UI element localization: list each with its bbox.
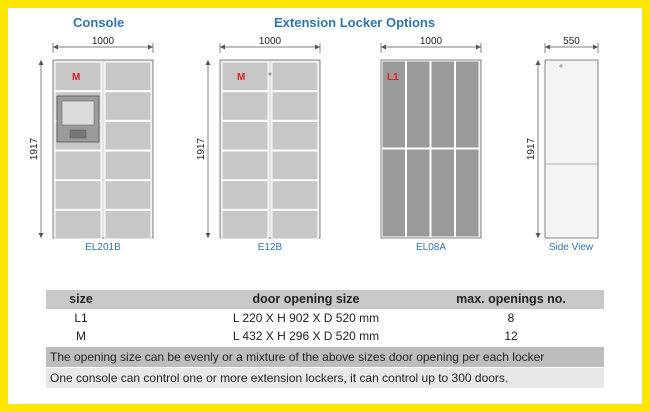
note-row: [46, 347, 604, 367]
model-label: EL201B: [85, 242, 121, 253]
locker-door: [105, 151, 151, 180]
locker-door: [272, 181, 318, 210]
locker-door: [105, 181, 151, 210]
dimension-arrow: [53, 45, 58, 50]
locker-door: [222, 121, 268, 150]
locker-door: [407, 61, 431, 148]
spec-sheet: [8, 8, 642, 404]
door-size-mark: L1: [387, 72, 399, 83]
max-openings-cell: 8: [507, 311, 515, 325]
locker-door: [456, 61, 480, 148]
locker-door: [222, 181, 268, 210]
note-text: The opening size can be evenly or a mixture of the above sizes door opening per each locker: [50, 350, 545, 364]
table-header-row: [46, 290, 604, 309]
width-dimension-label: 1000: [419, 36, 443, 47]
locker-door: [456, 149, 480, 237]
model-label: E12B: [257, 242, 283, 253]
locker-door: [407, 149, 431, 237]
locker-door: [222, 210, 268, 239]
dimension-arrow: [148, 45, 153, 50]
extension-heading: Extension Locker Options: [274, 15, 436, 30]
side-panel: [545, 60, 598, 238]
locker-door: [272, 62, 318, 91]
width-dimension-label: 550: [563, 36, 580, 47]
touch-screen-icon: [62, 101, 94, 125]
dimension-arrow: [315, 45, 320, 50]
note-text: One console can control one or more extension lockers, it can control up to 300 doors.: [50, 371, 509, 385]
locker-door: [105, 121, 151, 150]
door-size-mark: M: [237, 72, 246, 83]
model-label: EL08A: [415, 242, 447, 253]
locker-door: [105, 92, 151, 121]
locker-drawings: [8, 8, 642, 288]
size-cell: L1: [74, 311, 88, 325]
locker-door: [222, 92, 268, 121]
locker-door: [55, 210, 101, 239]
width-dimension-label: 1000: [258, 36, 282, 47]
side-fixing-icon: [559, 64, 562, 67]
locker-door: [272, 92, 318, 121]
size-cell: M: [76, 329, 86, 343]
locker-door: [105, 62, 151, 91]
locker-door: [272, 121, 318, 150]
table-row: [46, 309, 604, 327]
height-dimension-label: 1917: [29, 137, 40, 161]
dimension-arrow: [381, 45, 386, 50]
dimension-arrow: [206, 60, 211, 65]
dimension-arrow: [206, 233, 211, 238]
dimension-arrow: [476, 45, 481, 50]
dimension-arrow: [220, 45, 225, 50]
dimension-arrow: [536, 233, 541, 238]
header-opening-size: door opening size: [252, 292, 360, 306]
locker-door: [382, 149, 406, 237]
locker-door: [105, 210, 151, 239]
console-heading: Console: [73, 15, 125, 30]
locker-door: [222, 151, 268, 180]
locker-door: [431, 61, 455, 148]
locker-door: [55, 151, 101, 180]
locker-door: [272, 151, 318, 180]
max-openings-cell: 12: [504, 329, 518, 343]
header-max-openings: max. openings no.: [456, 292, 566, 306]
width-dimension-label: 1000: [91, 36, 115, 47]
height-dimension-label: 1917: [196, 137, 207, 161]
dimension-arrow: [39, 60, 44, 65]
model-label: Side View: [548, 242, 594, 253]
header-size: size: [69, 292, 93, 306]
locker-door: [55, 181, 101, 210]
dimension-arrow: [536, 60, 541, 65]
table-row: [46, 327, 604, 345]
dimension-arrow: [593, 45, 598, 50]
locker-door: [272, 210, 318, 239]
opening-size-cell: L 432 X H 296 X D 520 mm: [232, 329, 380, 343]
card-reader-icon: [70, 130, 86, 138]
dimension-arrow: [39, 233, 44, 238]
lock-indicator-icon: [268, 72, 271, 75]
note-row: [46, 368, 604, 388]
door-size-mark: M: [72, 72, 81, 83]
dimension-arrow: [545, 45, 550, 50]
locker-door: [431, 149, 455, 237]
opening-size-cell: L 220 X H 902 X D 520 mm: [232, 311, 380, 325]
height-dimension-label: 1917: [526, 137, 537, 161]
